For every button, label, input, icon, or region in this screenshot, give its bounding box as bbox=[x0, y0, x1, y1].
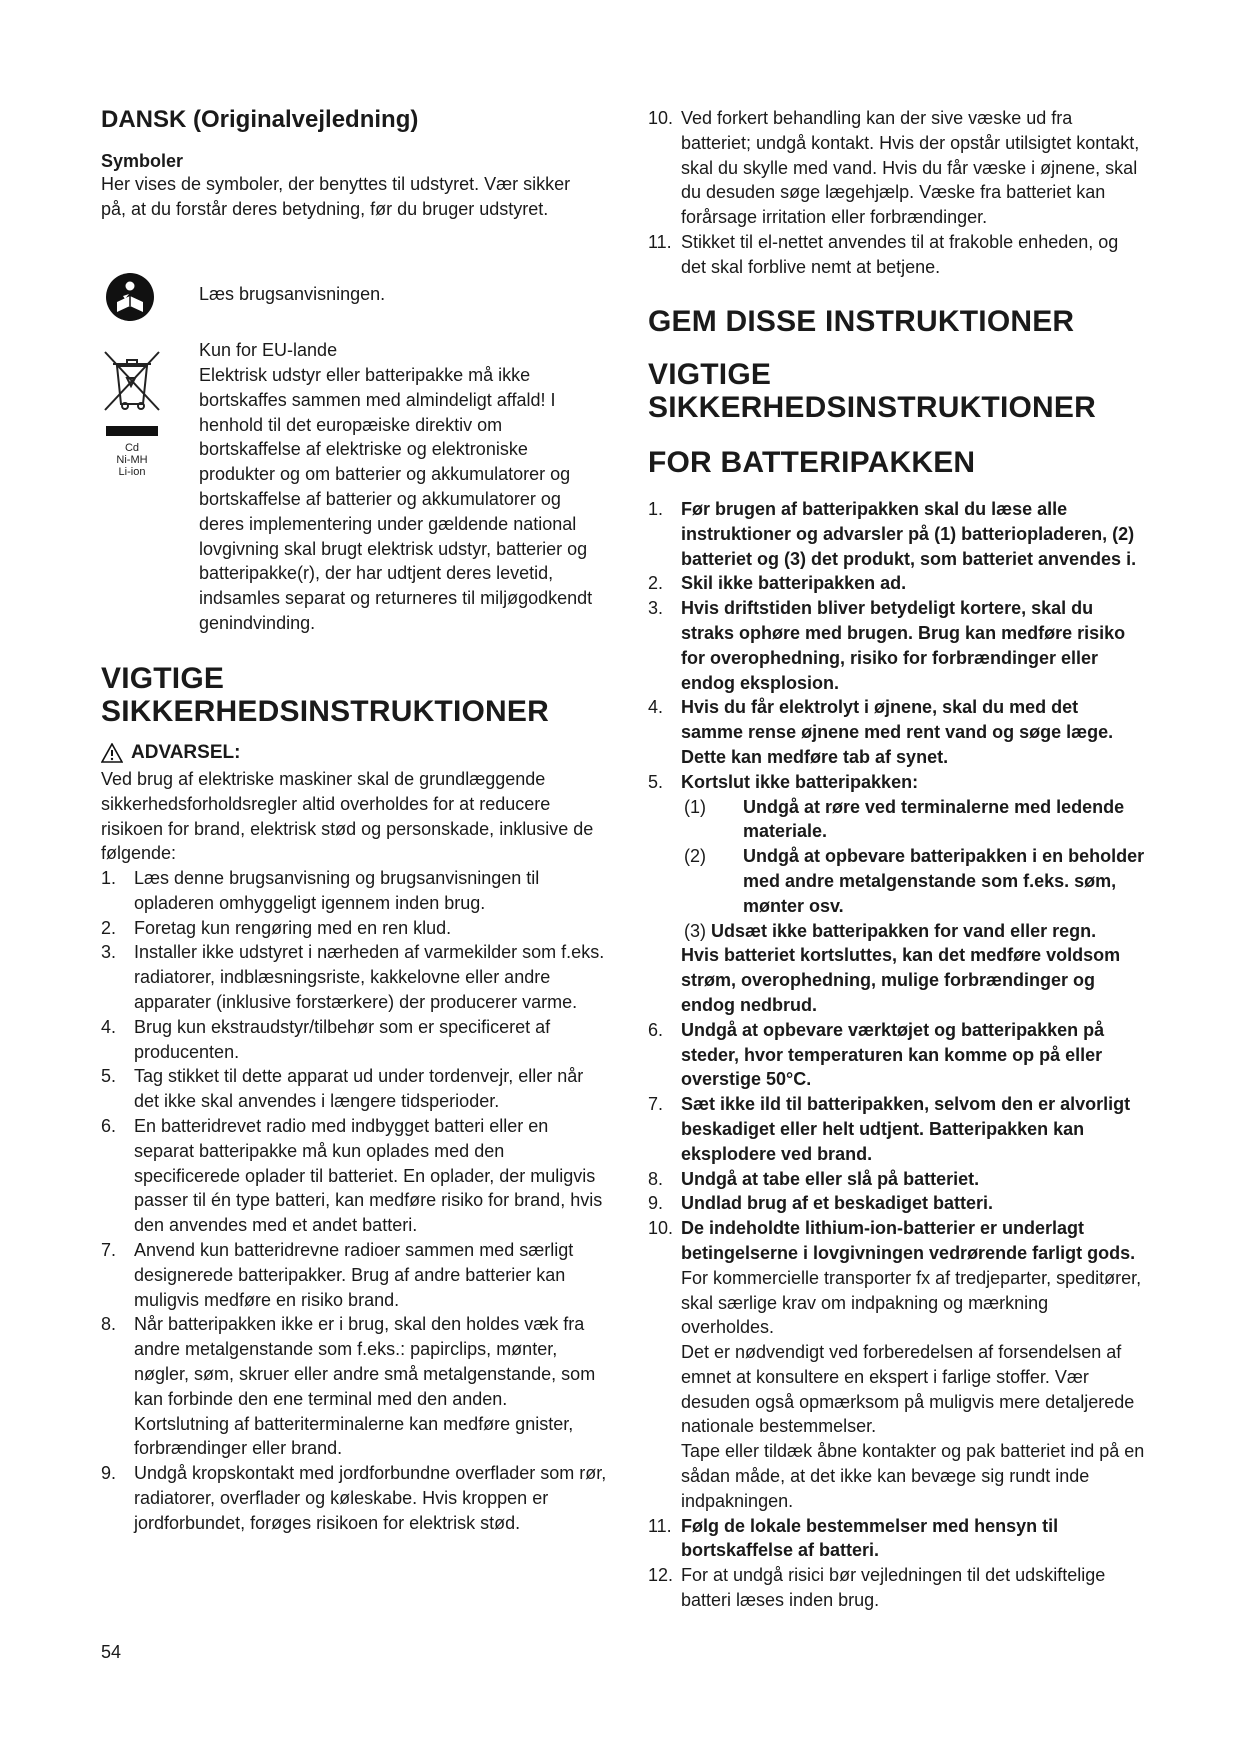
page-number: 54 bbox=[101, 1642, 122, 1662]
list-item: 9. Undgå kropskontakt med jordforbundne overflader som rør, radiatorer, overflader og køleskabe. Hvis kroppen er jordforbundet, forøges risikoen for elektrisk stød. bbox=[101, 1463, 607, 1533]
sub-list-item: (2) Undgå at opbevare batteripakken i en beholder med andre metalgenstande som f.eks. søm, mønter osv. bbox=[684, 846, 1145, 916]
list-item: 11. Følg de lokale bestemmelser med hensyn til bortskaffelse af batteri. bbox=[648, 1515, 1059, 1561]
list-item: 12. For at undgå risici bør vejledningen til det udskiftelige batteri læses inden brug. bbox=[648, 1565, 1106, 1611]
weee-text: Elektrisk udstyr eller batteripakke må ikke bortskaffes sammen med almindeligt affald! I henhold til det europæiske direktiv om bortskaffelse af elektriske og elektroniske produkter og om batterier og akkumulatorer og bortskaffelse af batterier og akkumulatorer og deres implementering under gældende national lovgivning skal brugt elektrisk udstyr, batterier og batteripakke(r), der har udtjent deres levetid, indsamles separat og returneres til miljøgodkendt genindvinding. bbox=[199, 365, 593, 633]
warning-triangle-icon bbox=[101, 743, 123, 763]
battery-safety-heading: VIGTIGE SIKKERHEDSINSTRUKTIONER bbox=[648, 358, 1096, 424]
list-item: 5. Kortslut ikke batteripakken: (1) Undgå at røre ved terminalerne med ledende materiale. (2) Undgå at opbevare batteripakken i en beholder med andre metalgenstande som f.eks. søm, mønter osv. (3) Udsæt ikke batteripakken for vand eller regn. Hvis batteriet kortsluttes, kan det medføre voldsom strøm, overophedning, mulige forbrændinger og endog nedbrud. bbox=[648, 770, 1145, 1018]
sub-list-item: (1) Undgå at røre ved terminalerne med ledende materiale. bbox=[684, 796, 1125, 842]
weee-title: Kun for EU-lande bbox=[199, 340, 338, 360]
list-item: 2. Skil ikke batteripakken ad. bbox=[648, 573, 907, 594]
safety-list-continued bbox=[648, 106, 1145, 280]
battery-chem-nimh: Ni-MH bbox=[116, 454, 148, 466]
item10-paragraph: Det er nødvendigt ved forberedelsen af forsendelsen af emnet at konsultere en ekspert i farlige stoffer. Vær desuden også opmærksom på muligvis mere detaljerede nationale bestemmelser. bbox=[681, 1342, 1135, 1437]
list-item: 8. Undgå at tabe eller slå på batteriet. bbox=[648, 1168, 980, 1189]
safety-heading: VIGTIGE SIKKERHEDSINSTRUKTIONER bbox=[101, 662, 549, 728]
battery-pack-heading: FOR BATTERIPAKKEN bbox=[648, 446, 976, 479]
document-title: DANSK (Originalvejledning) bbox=[101, 106, 419, 133]
list-item: 3. Hvis driftstiden bliver betydeligt kortere, skal du straks ophøre med brugen. Brug kan medføre risiko for overophedning, risiko for forbrændinger eller endog eksplosion. bbox=[648, 598, 1126, 693]
battery-chemistry-labels bbox=[113, 442, 151, 478]
list-item: 6. En batteridrevet radio med indbygget batteri eller en separat batteripakke må kun oplades med den specificerede oplader til batteriet. En oplader, der muligvis passer til én type batteri, kan medføre risiko for brand, hvis den anvendes med et andet batteri. bbox=[101, 1115, 603, 1236]
battery-chem-liion: Li-ion bbox=[118, 466, 146, 478]
list-item: 1. Før brugen af batteripakken skal du læse alle instruktioner og advarsler på (1) batteriopladeren, (2) batteriet og (3) det produkt, som batteriet anvendes i. bbox=[648, 499, 1137, 569]
battery-list bbox=[648, 497, 1145, 1613]
list-item: 10. De indeholdte lithium-ion-batterier er underlagt betingelserne i lovgivningen vedrørende farligt gods. For kommercielle transporter fx af tredjeparter, speditører, skal særlige krav om indpakning og mærkning overholdes. Det er nødvendigt ved forberedelsen af forsendelsen af emnet at konsultere en ekspert i farlige stoffer. Vær desuden også opmærksom på muligvis mere detaljerede nationale bestemmelser. Tape eller tildæk åbne kontakter og pak batteriet ind på en sådan måde, at det ikke kan bevæge sig rundt inde indpakningen. bbox=[648, 1216, 1145, 1514]
list-item: 6. Undgå at opbevare værktøjet og batteripakken på steder, hvor temperaturen kan komme op på eller overstige 50°C. bbox=[648, 1019, 1105, 1090]
item10-paragraph: For kommercielle transporter fx af tredjeparter, speditører, skal særlige krav om indpakning og mærkning overholdes. bbox=[681, 1267, 1142, 1338]
safety-list bbox=[101, 866, 607, 1536]
save-instructions-heading: GEM DISSE INSTRUKTIONER bbox=[648, 305, 1075, 338]
symbol-read-manual-label: Læs brugsanvisningen. bbox=[199, 284, 386, 304]
item10-paragraph: Tape eller tildæk åbne kontakter og pak batteriet ind på en sådan måde, at det ikke kan bevæge sig rundt inde indpakningen. bbox=[681, 1441, 1145, 1511]
sub-list-item-3: (3) Udsæt ikke batteripakken for vand eller regn. bbox=[684, 920, 1097, 941]
list-item: 2. Foretag kun rengøring med en ren klud. bbox=[101, 917, 452, 938]
read-manual-icon bbox=[105, 272, 155, 327]
symbols-intro: Her vises de symboler, der benyttes til udstyret. Vær sikker på, at du forstår deres betydning, før du bruger udstyret. bbox=[101, 174, 571, 219]
list-item: 4. Brug kun ekstraudstyr/tilbehør som er specificeret af producenten. bbox=[101, 1016, 551, 1062]
list-item: 11. Stikket til el-nettet anvendes til at frakoble enheden, og det skal forblive nemt at betjene. bbox=[648, 231, 1119, 277]
warning-label: ADVARSEL: bbox=[131, 742, 241, 763]
list-item: 5. Tag stikket til dette apparat ud under tordenvejr, eller når det ikke skal anvendes i længere tidsperioder. bbox=[101, 1066, 584, 1112]
list-item: 10. Ved forkert behandling kan der sive væske ud fra batteriet; undgå kontakt. Hvis der opstår utilsigtet kontakt, skal du skylle med vand. Hvis du får væske i øjnene, skal du desuden søge lægehjælp. Væske fra batteriet kan forårsage irritation eller forbrændinger. bbox=[648, 108, 1140, 228]
symbols-heading: Symboler bbox=[101, 151, 184, 171]
warning-text: Ved brug af elektriske maskiner skal de grundlæggende sikkerhedsforholdsregler altid overholdes for at reducere risikoen for brand, elektrisk stød og personskade, inklusive de følgende: bbox=[101, 769, 594, 864]
warning-heading bbox=[101, 742, 240, 764]
list-item: 7. Anvend kun batteridrevne radioer sammen med særligt designerede batteripakker. Brug af andre batterier kan muligvis medføre en risiko brand. bbox=[101, 1239, 574, 1310]
short-circuit-sublist bbox=[681, 795, 1145, 919]
list-item: 9. Undlad brug af et beskadiget batteri. bbox=[648, 1193, 994, 1214]
list-item: 8. Når batteripakken ikke er i brug, skal den holdes væk fra andre metalgenstande som f.eks.: papirclips, mønter, nøgler, søm, skruer eller andre små metalgenstande, som kan forbinde den ene terminal med den anden. Kortslutning af batteriterminalerne kan medføre gnister, forbrændinger eller brand. bbox=[101, 1314, 596, 1459]
crossed-bin-icon bbox=[101, 348, 163, 443]
item5-tail: Hvis batteriet kortsluttes, kan det medføre voldsom strøm, overophedning, mulige forbrændinger og endog nedbrud. bbox=[681, 945, 1121, 1015]
list-item: 7. Sæt ikke ild til batteripakken, selvom den er alvorligt beskadiget eller helt udtjent. Batteripakken kan eksplodere ved brand. bbox=[648, 1094, 1131, 1164]
battery-chem-cd: Cd bbox=[124, 442, 140, 454]
list-item: 4. Hvis du får elektrolyt i øjnene, skal du med det samme rense øjnene med rent vand og søge læge. Dette kan medføre tab af synet. bbox=[648, 697, 1114, 767]
list-item: 3. Installer ikke udstyret i nærheden af varmekilder som f.eks. radiatorer, indblæsningsriste, kakkelovne eller andre apparater (inklusive forstærkere) der producerer varme. bbox=[101, 942, 605, 1012]
list-item: 1. Læs denne brugsanvisning og brugsanvisningen til opladeren omhyggeligt igennem inden brug. bbox=[101, 868, 540, 913]
